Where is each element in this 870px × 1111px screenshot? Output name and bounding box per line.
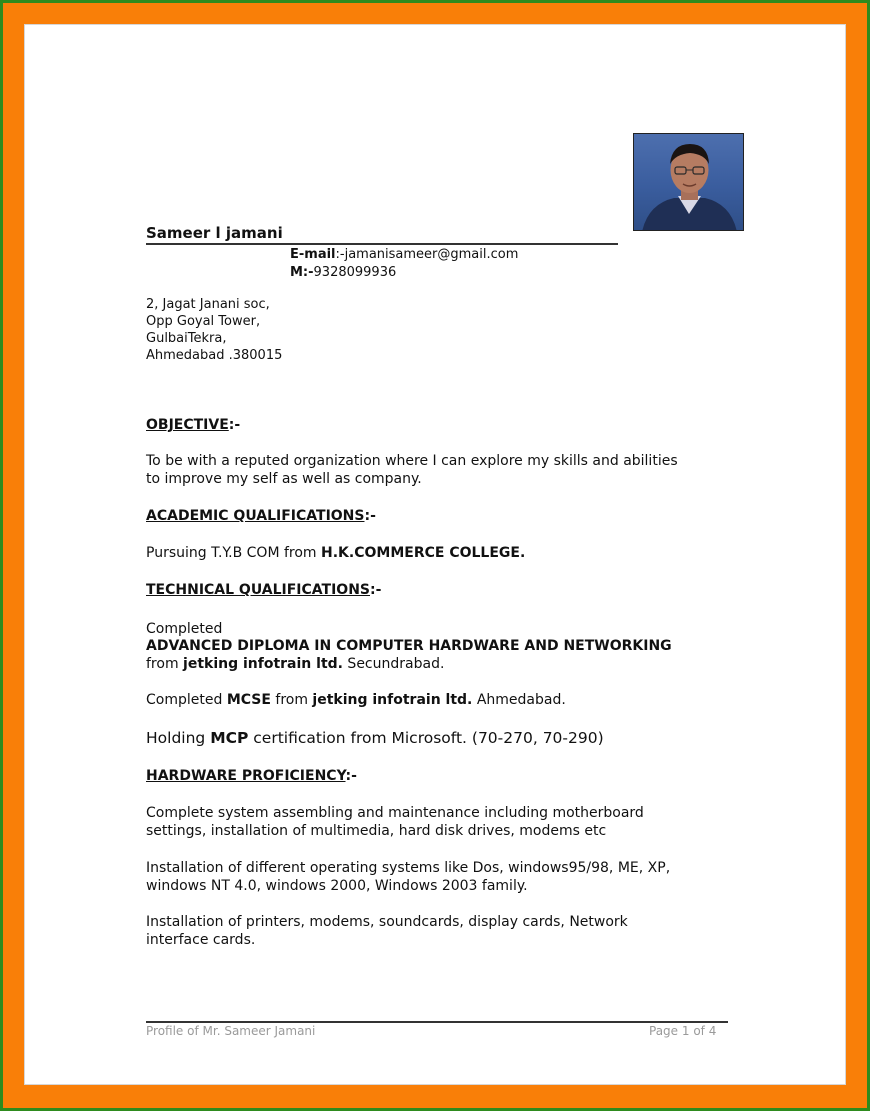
technical-heading-text: TECHNICAL QUALIFICATIONS (146, 582, 370, 598)
mcp-label: MCP (210, 729, 249, 747)
technical-mcse (146, 692, 566, 708)
address-line: Ahmedabad .380015 (146, 348, 283, 363)
hardware-heading-suffix: :- (345, 768, 357, 784)
footer-divider (146, 1021, 728, 1023)
technical-heading-suffix: :- (370, 582, 382, 598)
name-divider (146, 243, 618, 245)
mobile-label: M:- (290, 265, 314, 280)
academic-course: Pursuing T.Y.B COM from (146, 545, 322, 561)
holding-text: Holding (146, 729, 211, 747)
hardware-text-line: Complete system assembling and maintenance including motherboard (146, 805, 644, 821)
academic-heading-suffix: :- (364, 508, 376, 524)
person-portrait-icon (634, 134, 744, 231)
technical-mcp (146, 729, 604, 747)
academic-text (146, 545, 525, 561)
mobile-line (290, 265, 396, 280)
completed-text: Completed (146, 692, 227, 708)
from-text: from (270, 692, 313, 708)
mobile-value: 9328099936 (313, 265, 397, 280)
email-value: :-jamanisameer@gmail.com (335, 247, 519, 262)
hardware-text-line: Installation of different operating systems like Dos, windows95/98, ME, XP, (146, 860, 671, 876)
objective-heading-suffix: :- (228, 417, 241, 433)
technical-completed: Completed (146, 621, 223, 637)
hardware-heading-text: HARDWARE PROFICIENCY (146, 768, 346, 784)
footer-profile-label: Profile of Mr. Sameer Jamani (146, 1024, 316, 1038)
email-label: E-mail (290, 247, 336, 262)
technical-diploma: ADVANCED DIPLOMA IN COMPUTER HARDWARE AND NETWORKING (146, 638, 672, 654)
hardware-text-line: settings, installation of multimedia, hard disk drives, modems etc (146, 823, 607, 839)
from-text: from (146, 656, 184, 672)
technical-heading (146, 582, 381, 598)
profile-photo (633, 133, 744, 231)
technical-diploma-source (146, 656, 444, 672)
academic-college: H.K.COMMERCE COLLEGE. (321, 545, 526, 561)
mcse-label: MCSE (226, 692, 271, 708)
institute-city: Secundrabad. (342, 656, 445, 672)
address-line: GulbaiTekra, (146, 331, 227, 346)
address-line: Opp Goyal Tower, (146, 314, 261, 329)
objective-heading-text: OBJECTIVE (146, 417, 229, 433)
hardware-text-line: interface cards. (146, 932, 256, 948)
institute-name: jetking infotrain ltd. (183, 656, 343, 672)
objective-heading (146, 417, 240, 433)
hardware-text-line: Installation of printers, modems, soundcards, display cards, Network (146, 914, 628, 930)
objective-text-line: To be with a reputed organization where I can explore my skills and abilities (146, 453, 678, 469)
mcp-cert-text: certification from Microsoft. (70-270, 70-290) (248, 729, 604, 747)
hardware-text-line: windows NT 4.0, windows 2000, Windows 2003 family. (146, 878, 528, 894)
hardware-heading (146, 768, 357, 784)
objective-text-line: to improve my self as well as company. (146, 471, 422, 487)
academic-heading-text: ACADEMIC QUALIFICATIONS (146, 508, 365, 524)
applicant-name: Sameer l jamani (146, 224, 283, 242)
email-line (290, 247, 518, 262)
institute-city: Ahmedabad. (472, 692, 566, 708)
address-line: 2, Jagat Janani soc, (146, 297, 270, 312)
footer-page-number: Page 1 of 4 (649, 1024, 717, 1038)
resume-page (24, 24, 846, 1085)
institute-name: jetking infotrain ltd. (312, 692, 473, 708)
academic-heading (146, 508, 376, 524)
